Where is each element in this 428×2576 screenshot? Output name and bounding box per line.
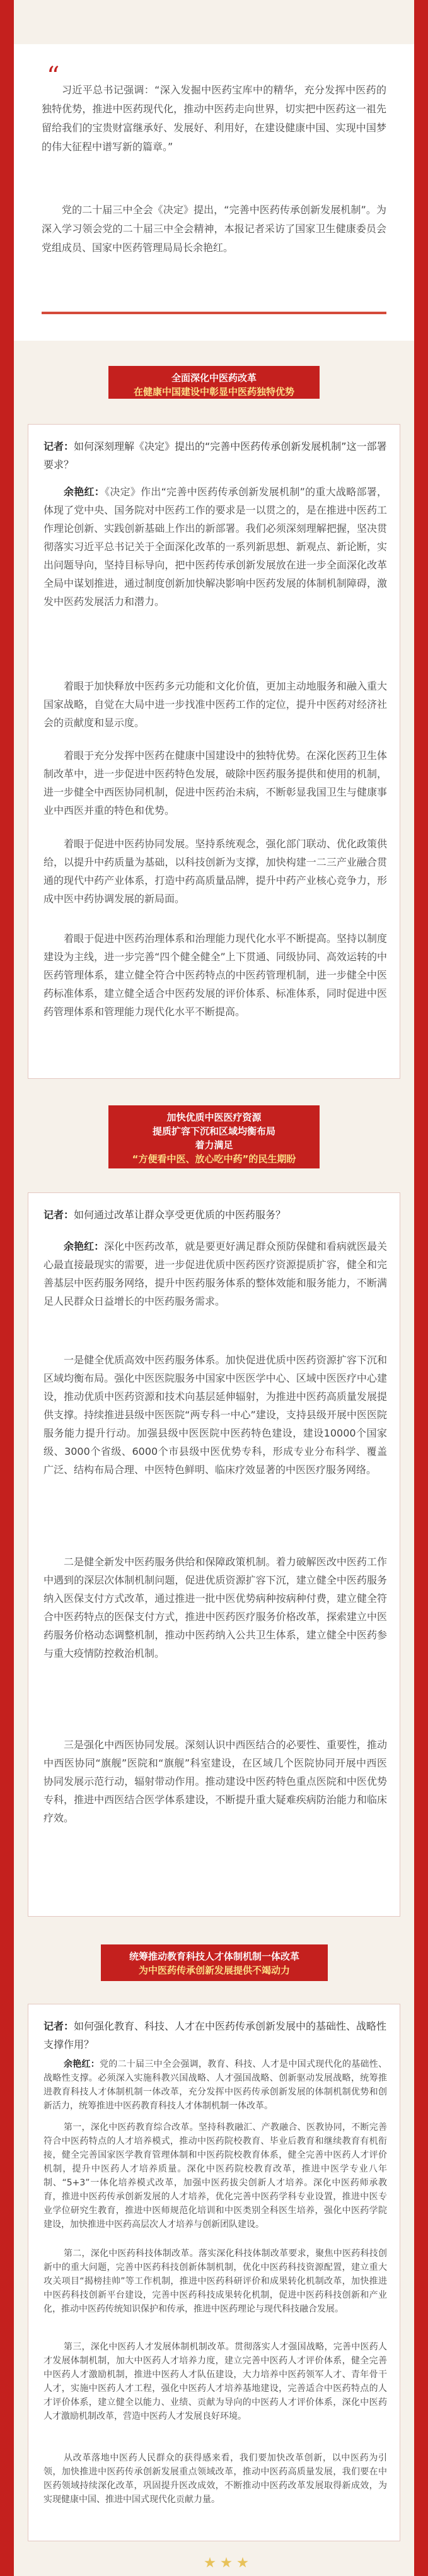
answer-paragraph: 第三，深化中医药人才发展体制机制改革。贯彻落实人才强国战略，完善中医药人才发展体制机制，加大中医药人才培养力度，建立完善中医药人才评价体系，健全完善中医药人才激励机制，推进中医药人才队伍建设，大力培养中医药领军人才、青年骨干人才，实施中医药人才工程，强化中医药人才培养基地建设，完善适合中医药特点的人才评价体系，建立健全以能力、业绩、贡献为导向的中医药人才评价体系，深化中医药人才激励机制改革，营造中医药人才发展良好环境。 [43, 2342, 387, 2421]
answer-text: 深化中医药改革，就是要更好满足群众预防保健和看病就医最关心最直接最现实的需要，进一步促进优质中医药医疗资源提质扩容，健全和完善基层中医药服务网络，提升中医药服务体系的整体效能和服务能力，不断满足人民群众日益增长的中医药服务需求。 [43, 1240, 387, 1307]
section-1-heading-line-1: 全面深化中医药改革 [171, 372, 257, 384]
answer-paragraph: 第二，深化中医药科技体制改革。落实深化科技体制改革要求，聚焦中医药科技创新中的重大问题，完善中医药科技创新体制机制，优化中医药科技资源配置，建立重大攻关项目“揭榜挂帅”等工作机制，推进中医药科研评价和成果转化机制改革，加快推进中医药科技创新平台建设，完善中医药科技成果转化机制，促进中医药科技创新和产业化，推动中医药传统知识保护和传承，推进中医药理论与现代科技融合发展。 [43, 2249, 387, 2314]
section-2-heading-line-1: 加快优质中医医疗资源 [166, 1112, 262, 1123]
question-text: 如何通过改革让群众享受更优质的中医药服务？ [74, 1209, 286, 1221]
section-3-question [43, 2017, 387, 2054]
section-3-heading-line-2: 为中医药传承创新发展提供不竭动力 [138, 1965, 290, 1976]
section-2-heading-line-2: 提质扩容下沉和区域均衡布局 [152, 1126, 275, 1137]
reporter-label: 记者： [43, 1209, 74, 1221]
speaker-label: 余艳红： [64, 486, 105, 498]
section-1-card [28, 424, 400, 1079]
section-3-card [28, 2004, 400, 2541]
answer-paragraph [43, 483, 387, 611]
answer-paragraph: 着眼于充分发挥中医药在健康中国建设中的独特优势。在深化医药卫生体制改革中，进一步促进中医药特色发展，破除中医药服务提供和使用的机制，进一步健全中西医协同机制，促进中医药治未病，不断彰显我国卫生与健康事业中西医并重的特色和优势。 [43, 750, 387, 816]
footer-stars [202, 2557, 251, 2572]
question-text: 如何强化教育、科技、人才在中医药传承创新发展中的基础性、战略性支撑作用？ [43, 2020, 387, 2050]
section-1-question [43, 437, 387, 474]
intro-block [14, 44, 414, 341]
section-2-heading-line-3: 着力满足 [195, 1139, 233, 1151]
section-1-heading [108, 366, 320, 399]
intro-paragraph-2: 党的二十届三中全会《决定》提出，“完善中医药传承创新发展机制”。为深入学习领会党的二十届三中全会精神，本报记者采访了国家卫生健康委员会党组成员、国家中医药管理局局长余艳红。 [42, 204, 386, 254]
section-2-question [43, 1206, 387, 1224]
section-3-heading-line-1: 统筹推动教育科技人才体制机制一体改革 [129, 1951, 299, 1962]
speaker-label: 余艳红： [64, 1240, 105, 1252]
answer-paragraph: 着眼于促进中医药协同发展。坚持系统观念，强化部门联动、优化政策供给，以提升中药质量为基础，以科技创新为支撑，加快构建一二三产业融合贯通的现代中药产业体系，打造中药高质量品牌，提升中药产业核心竞争力，形成中医中药协调发展的新局面。 [43, 838, 387, 905]
answer-paragraph: 从改革落地中医药人民群众的获得感来看，我们要加快改革创新，以中医药为引领，加快推进中医药传承创新发展重点领域改革，推动中医药高质量发展，我们要在中医药领域持续深化改革，巩固提升医改成效，不断推动中医药改革发展取得新成效，为实现健康中国、推进中国式现代化贡献力量。 [43, 2453, 387, 2505]
section-1-heading-line-2: 在健康中国建设中彰显中医药独特优势 [133, 386, 294, 397]
star-icon [237, 2557, 248, 2568]
star-icon [221, 2557, 232, 2568]
speaker-label: 余艳红： [64, 2059, 100, 2069]
reporter-label: 记者： [43, 2020, 74, 2032]
section-2-heading-line-4: “方便看中医、放心吃中药”的民生期盼 [132, 1153, 296, 1165]
section-3-heading [101, 1944, 328, 1981]
answer-paragraph [43, 1237, 387, 1310]
intro-paragraph-1: 习近平总书记强调：“深入发掘中医药宝库中的精华，充分发挥中医药的独特优势，推进中医药现代化，推动中医药走向世界，切实把中医药这一祖先留给我们的宝贵财富继承好、发展好、利用好，在建设健康中国、实现中国梦的伟大征程中谱写新的篇章。” [42, 84, 386, 153]
quote-icon: “ [47, 62, 60, 91]
answer-text: 《决定》作出“完善中医药传承创新发展机制”的重大战略部署，体现了党中央、国务院对中医药工作的要求是一以贯之的，是在推进中医药工作理论创新、实践创新基础上作出的新部署。我们必须深刻理解把握，坚决贯彻落实习近平总书记关于全面深化改革的一系列新思想、新观点、新论断，实出问题导向，坚持目标导向，把中医药传承创新发展放在进一步全面深化改革全局中谋划推进，通过制度创新加快解决影响中医药发展的体制机制障碍，激发中医药发展活力和潜力。 [43, 486, 387, 608]
answer-paragraph [43, 2057, 387, 2113]
divider [42, 312, 386, 314]
answer-paragraph: 第一，深化中医药教育综合改革。坚持科教融汇、产教融合、医教协同，不断完善符合中医药特点的人才培养模式，推动中医药院校教育、毕业后教育和继续教育有机衔接，健全完善国家医学教育管理体制和中医药院校教育体系，健全完善中医药人才评价机制，提升中医药人才培养质量。深化中医药院校教育改革，推进中医学专业八年制、“5+3”一体化培养模式改革，加强中医药拔尖创新人才培养。深化中医药师承教育，推进中医药传承创新发展的人才培养，优化完善中医药学科专业设置，推进中医专业学位研究生教育，推进中医师规范化培训和中医类别全科医生培养，强化中医药学院建设，加快推进中医药高层次人才培养与创新团队建设。 [43, 2122, 387, 2230]
answer-paragraph: 着眼于加快释放中医药多元功能和文化价值，更加主动地服务和融入重大国家战略，自觉在大局中进一步找准中医药工作的定位，提升中医药对经济社会的贡献度和显示度。 [43, 680, 387, 729]
answer-paragraph: 三是强化中西医协同发展。深刻认识中西医结合的必要性、重要性，推动中西医协同“旗舰”医院和“旗舰”科室建设，在区域几个医院协同开展中西医协同发展示范行动，辐射带动作用。推动建设中医药特色重点医院和中医优势专科，推进中西医结合医学体系建设，不断提升重大疑难疾病防治能力和临床疗效。 [43, 1739, 387, 1824]
question-text: 如何深刻理解《决定》提出的“完善中医药传承创新发展机制”这一部署要求？ [43, 440, 387, 471]
answer-paragraph: 二是健全新发中医药服务供给和保障政策机制。着力破解医改中医药工作中遇到的深层次体制机制问题，促进优质资源扩容下沉，建立健全中医药服务纳入医保支付方式改革，通过推进一批中医优势病种按病种付费，建立健全符合中医药特点的医保支付方式，推进中医药医疗服务价格改革，探索建立中医药服务价格动态调整机制，推动中医药纳入公共卫生体系，建立健全中医药参与重大疫情防控救治机制。 [43, 1556, 387, 1659]
section-2-card [28, 1192, 400, 1917]
answer-text: 党的二十届三中全会强调，教育、科技、人才是中国式现代化的基础性、战略性支撑。必须深入实施科教兴国战略、人才强国战略、创新驱动发展战略，统筹推进教育科技人才体制机制一体改革，充分发挥中医药传承创新发展的体制机制优势和创新活力，统筹推进中医药教育科技人才体制机制一体改革。 [43, 2059, 388, 2111]
section-2-heading [108, 1105, 320, 1168]
reporter-label: 记者： [43, 440, 74, 452]
star-icon [204, 2557, 216, 2568]
answer-paragraph: 一是健全优质高效中医药服务体系。加快促进优质中医药资源扩容下沉和区域均衡布局。强化中医医院服务中国家中医医学中心、区域中医医疗中心建设，推动优质中医药资源和技术向基层延伸辐射，为推进中医药高质量发展提供支撑。持续推进县级中医医院“两专科一中心”建设，支持县级开展中医医院服务能力提升行动。加强县级中医医院中医药特色建设，建设10000个国家级、3000个省级、6000个市县级中医优势专科，形成专业分布科学、覆盖广泛、结构布局合理、中医特色鲜明、临床疗效显著的中医医疗服务网络。 [43, 1354, 387, 1476]
answer-paragraph: 着眼于促进中医药治理体系和治理能力现代化水平不断提高。坚持以制度建设为主线，进一步完善“四个健全健全”上下贯通、同级协同、高效运转的中医药管理体系，建立健全符合中医药特点的中医药管理机制，进一步健全中医药标准体系，建立健全适合中医药发展的评价体系、标准体系，同时促进中医药管理体系和管理能力现代化水平不断提高。 [43, 932, 387, 1018]
